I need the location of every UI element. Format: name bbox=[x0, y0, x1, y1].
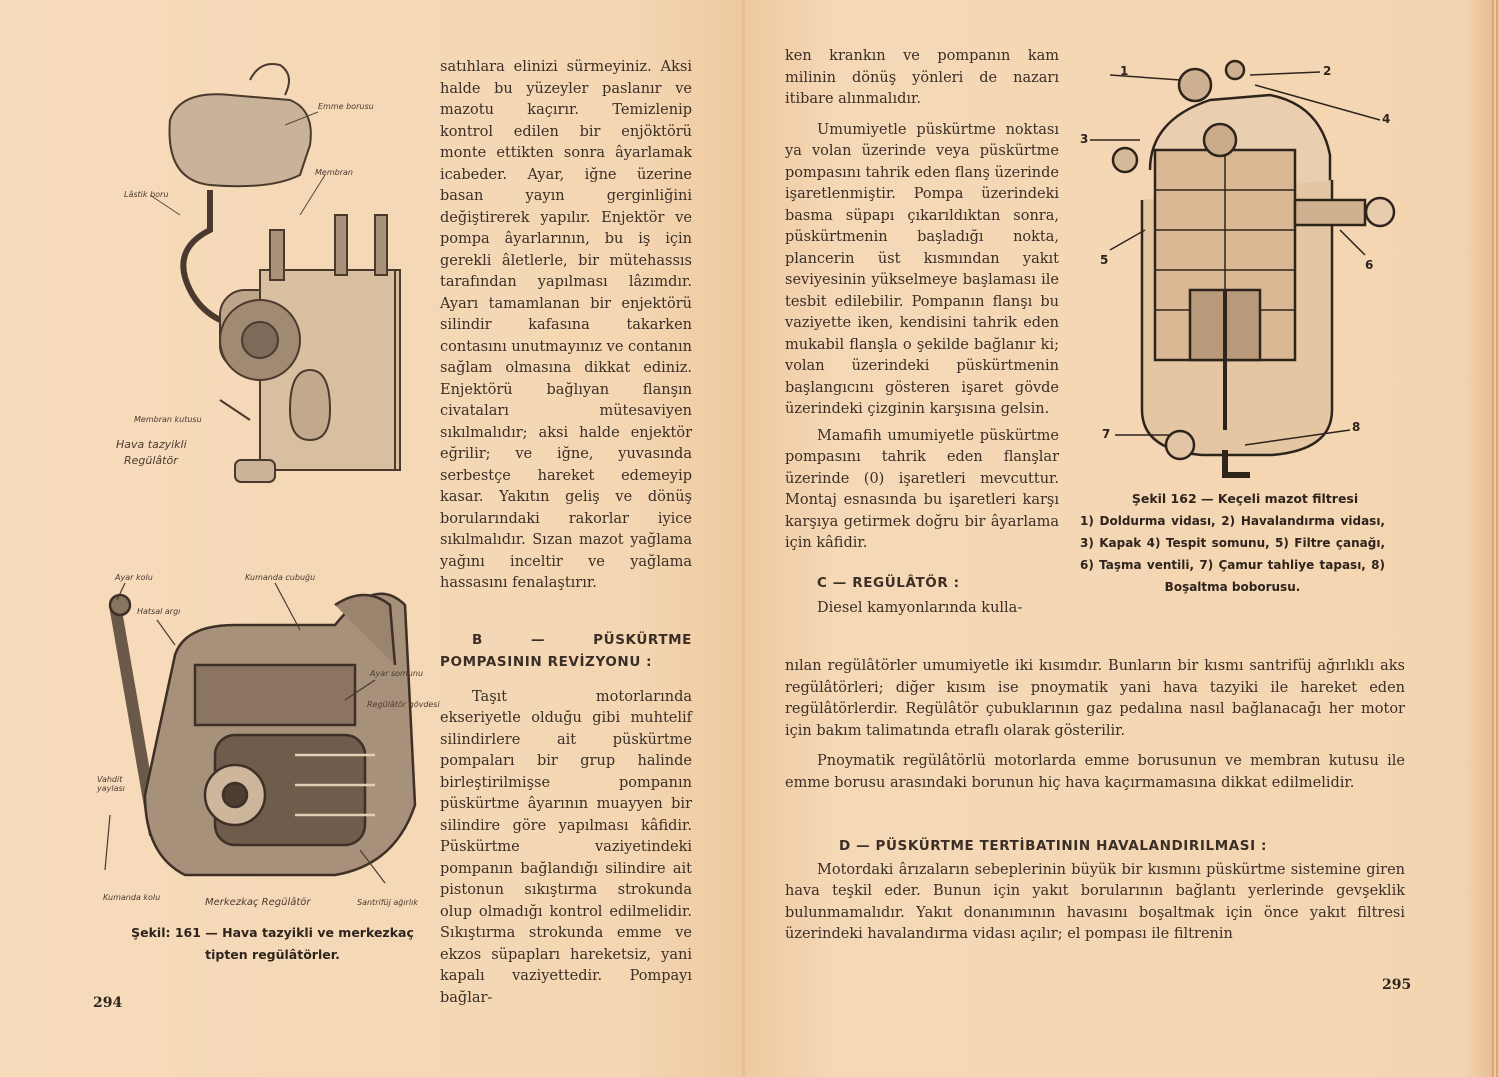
callout-3: 3 bbox=[1080, 132, 1089, 146]
figure-162-legend: 1) Doldurma vidası, 2) Havalandırma vidası, 3) Kapak 4) Tespit somunu, 5) Filtre çanağı, 6) Taşma ventili, 7) Çamur tahliye tapası, 8) Boşaltma boborusu. bbox=[1080, 514, 1385, 594]
paragraph: Motordaki ârızaların sebeplerinin büyük bir kısmını püskürtme sistemine giren hava teşkil eder. Bunun için yakıt borularının bağlantı yerlerinde gevşeklik bulunmamalıdır. Yakıt donanımının havasını boşaltmak için önce yakıt filtresi üzerindeki havalandırma vidası açılır; el pompası ile filtrenin bbox=[785, 861, 1405, 942]
callout-2: 2 bbox=[1323, 64, 1332, 78]
figure-161-top-illustration bbox=[100, 40, 420, 490]
paragraph: satıhlara elinizi sürmeyiniz. Aksi halde bu yüzeyler paslanır ve mazotu kaçırır. Temizlenip kontrol edilen bir enjöktörü monte ettikten sonra âyarlamak icabeder. Ayar, iğne üzerine basan yayın gerginliğini değiştirerek yapılır. Enjektör ve pompa âyarlarının, bu iş için gerekli âletlerle, bir mütehassıs tarafından yapılması lâzımdır. Ayarı tamamlanan bir enjektörü silindir kafasına takarken contasını unutmayınız ve contanın sağlam olmasına dikkat ediniz. Enjektörü bağlıyan flanşın civataları mütesaviyen sıkılmalıdır; aksi halde enjektör eğrilir; ve iğne, yuvasında serbestçe hareket edemeyip kasar. Yakıtın geliş ve dönüş borularındaki rakorlar iyice sıkılmalıdır. Sızan mazot yağlama yağını inceltir ve yağlama hassasını fenalaştırır. bbox=[440, 59, 692, 591]
paragraph: ken krankın ve pompanın kam milinin dönüş yönleri de nazarı itibare alınmalıdır. bbox=[785, 48, 1059, 107]
label-vahdit-yaylasi: Vahdit yaylası bbox=[97, 775, 125, 793]
right-text-column bbox=[785, 46, 1059, 620]
callout-7: 7 bbox=[1102, 427, 1111, 441]
label-membran: Membran bbox=[315, 168, 353, 177]
figure-161-caption bbox=[100, 922, 445, 966]
callout-6: 6 bbox=[1365, 258, 1374, 272]
label-lastik-boru: Lâstik boru bbox=[124, 190, 169, 199]
paragraph-start: Diesel kamyonlarında kulla- bbox=[817, 600, 1023, 616]
figure-161-caption-line1: Şekil: 161 — Hava tazyikli ve merkezkaç bbox=[131, 925, 414, 940]
right-full-width-text bbox=[785, 656, 1405, 946]
label-hava-tazyikli-2: Regülâtör bbox=[124, 454, 178, 467]
label-hava-tazyikli-1: Hava tazyikli bbox=[116, 438, 187, 451]
section-heading-d: D — PÜSKÜRTME TERTİBATININ HAVALANDIRILMASI : bbox=[839, 838, 1268, 854]
label-kumanda-cubugu: Kumanda cubuğu bbox=[245, 573, 316, 582]
section-heading-c: C — REGÜLÂTÖR : bbox=[817, 574, 960, 591]
section-heading-b: B — PÜSKÜRTME POMPASININ REVİZYONU : bbox=[440, 631, 692, 670]
paragraph: Taşıt motorlarında ekseriyetle olduğu gibi muhtelif silindirlere ait püskürtme pompaları bir grup halinde birleştirilmişse pompanın püskürtme âyarının muayyen bir silindire göre yapılması kâfidir. Püskürtme vaziyetindeki pompanın bağlandığı silindire ait pistonun sıkıştırma strokunda olup olmadığı kontrol edilmelidir. Sıkıştırma strokunda emme ve ekzos süpapları hareketsiz, yani kapalı vaziyettedir. Pompayı bağlar- bbox=[440, 688, 692, 1006]
paragraph: nılan regülâtörler umumiyetle iki kısımdır. Bunların bir kısmı santrifüj ağırlıklı aks regülâtörleri; diğer kısım ise pnoymatik yani hava tazyiki ile hareket eden regülâtörlerdir. Regülâtör çubuklarının gaz pedalına nasıl bağlanacağı her motor için bakım talimatında etraflı olarak gösterilir. bbox=[785, 658, 1405, 739]
paragraph: Umumiyetle püskürtme noktası ya volan üzerinde veya püskürtme pompasını tahrik eden flanş üzerinde işaretlenmiştir. Pompa üzerindeki basma süpapı çıkarıldıktan sonra, püskürtmenin başladığı nokta, plancerin üst kısmından yakıt seviyesinin yükselmeye başlaması ile tesbit edilebilir. Pompanın flanşı bu vaziyette iken, kendisini tahrik eden mukabil flanşla o şekilde bağlanır ki; volan üzerindeki püskürtmenin başlangıcını gösteren işaret gövde üzerindeki çizginin karşısına gelsin. bbox=[785, 121, 1059, 417]
label-membran-kutusu: Membran kutusu bbox=[134, 415, 202, 424]
felt-fuel-filter-drawing bbox=[1080, 50, 1410, 480]
page-number-left: 294 bbox=[93, 995, 123, 1011]
left-text-column bbox=[440, 57, 692, 1009]
page-edge bbox=[1492, 0, 1500, 1077]
label-regulator-govdesi: Regülâtör gövdesi bbox=[367, 700, 440, 709]
figure-161-bottom-illustration bbox=[95, 565, 440, 910]
label-ayar-somunu: Ayar somunu bbox=[370, 669, 424, 678]
label-hatsal-argi: Hatsal argı bbox=[137, 607, 181, 616]
callout-8: 8 bbox=[1352, 420, 1361, 434]
page-number-right: 295 bbox=[1382, 977, 1412, 993]
label-ayar-kolu: Ayar kolu bbox=[115, 573, 153, 582]
label-emme-borusu: Emme borusu bbox=[318, 102, 374, 111]
label-kumanda-kolu: Kumanda kolu bbox=[103, 893, 161, 902]
figure-161-caption-line2: tipten regülâtörler. bbox=[205, 947, 340, 962]
left-page bbox=[0, 0, 745, 1077]
callout-5: 5 bbox=[1100, 253, 1109, 267]
callout-4: 4 bbox=[1382, 112, 1391, 126]
label-merkezkac-regulator: Merkezkaç Regülâtör bbox=[205, 897, 311, 908]
right-page bbox=[745, 0, 1500, 1077]
paragraph: Mamafih umumiyetle püskürtme pompasını tahrik eden flanşlar üzerinde (0) işaretleri mevcuttur. Montaj esnasında bu işaretleri karşı karşıya getirmek doğru bir âyarlama için kâfidir. bbox=[785, 427, 1059, 551]
callout-1: 1 bbox=[1120, 64, 1129, 78]
figure-162-filter-illustration bbox=[1080, 50, 1410, 480]
figure-162-caption-title: Şekil 162 — Keçeli mazot filtresi bbox=[1131, 491, 1359, 506]
paragraph: Pnoymatik regülâtörlü motorlarda emme borusunun ve membran kutusu ile emme borusu arasındaki borunun hiç hava kaçırmamasına dikkat edilmelidir. bbox=[785, 753, 1405, 791]
centrifugal-regulator-drawing bbox=[95, 565, 435, 910]
label-santrifuj-agirlik: Santrifüj ağırlık bbox=[357, 898, 418, 907]
